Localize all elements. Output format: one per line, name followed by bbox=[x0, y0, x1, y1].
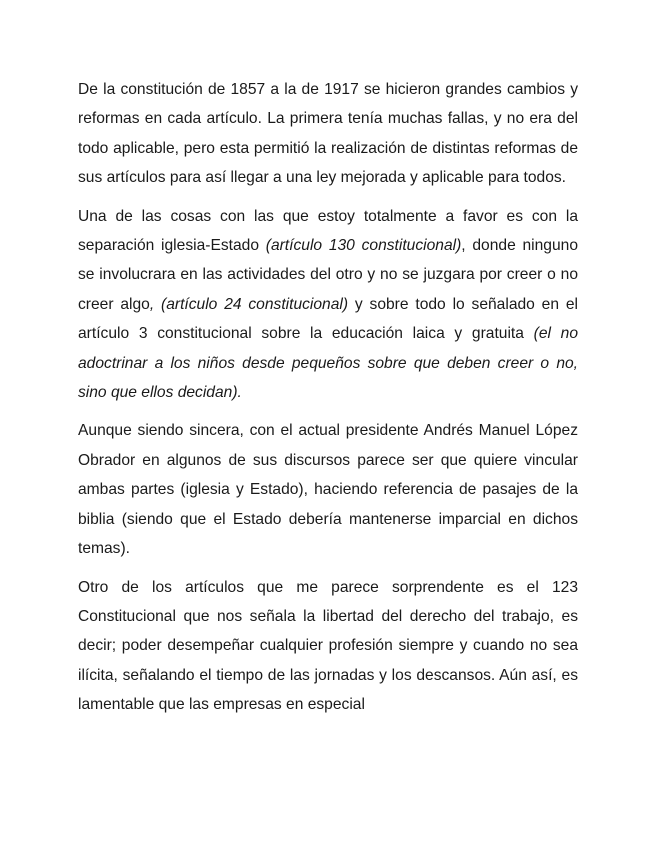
article-reference: , (artículo 24 constitucional) bbox=[149, 295, 349, 313]
paragraph-2 bbox=[78, 202, 578, 408]
paragraph-text: , donde ninguno se involucrara en las actividades del otro y no se juzgara por creer o no creer algo bbox=[78, 237, 578, 313]
paragraph-text: y sobre todo lo señalado en el artículo 3 constitucional sobre la educación laica y gratuita bbox=[78, 295, 578, 343]
paragraph-text: Aunque siendo sincera, con el actual presidente Andrés Manuel López Obrador en algunos de sus discursos parece ser que quiere vincular ambas partes (iglesia y Estado), haciendo referencia de pasajes de la biblia (siendo que el Estado debería mantenerse imparcial en dichos temas). bbox=[78, 422, 578, 558]
paragraph-3 bbox=[78, 416, 578, 563]
paragraph-text: Una de las cosas con las que estoy totalmente a favor es con la separación iglesia-Estado bbox=[78, 207, 578, 255]
italic-remark: (el no adoctrinar a los niños desde pequeños sobre que deben creer o no, sino que ellos decidan). bbox=[78, 325, 578, 402]
paragraph-text: De la constitución de 1857 a la de 1917 se hicieron grandes cambios y reformas en cada artículo. La primera tenía muchas fallas, y no era del todo aplicable, pero esta permitió la realización de distintas reformas de sus artículos para así llegar a una ley mejorada y aplicable para todos. bbox=[78, 81, 578, 187]
document-page bbox=[78, 75, 578, 729]
paragraph-1 bbox=[78, 75, 578, 193]
paragraph-text: Otro de los artículos que me parece sorprendente es el 123 Constitucional que nos señala la libertad del derecho del trabajo, es decir; poder desempeñar cualquier profesión siempre y cuando no sea ilícita, señalando el tiempo de las jornadas y los descansos. Aún así, es lamentable que las empresas en especial bbox=[78, 578, 578, 714]
paragraph-4 bbox=[78, 573, 578, 720]
article-reference: (artículo 130 constitucional) bbox=[265, 237, 462, 255]
